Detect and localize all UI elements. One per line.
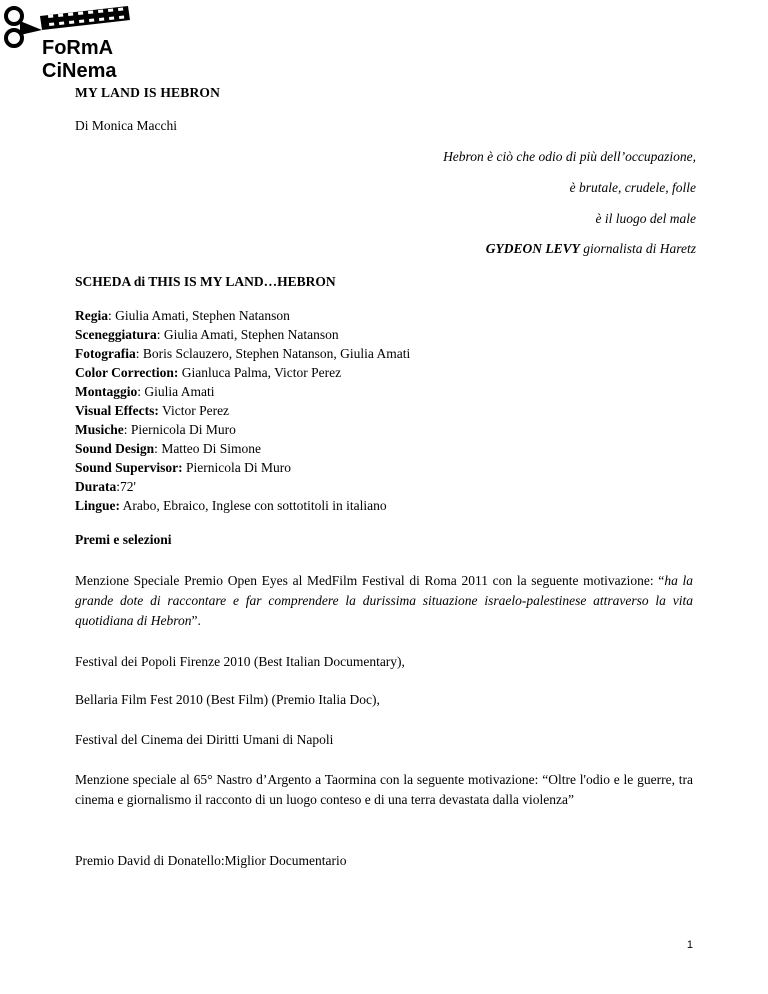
epigraph-line-2: è brutale, crudele, folle <box>569 180 696 195</box>
premi-paragraph-3: Bellaria Film Fest 2010 (Best Film) (Premio Italia Doc), <box>75 692 380 707</box>
attribution-role: giornalista di Haretz <box>579 241 696 256</box>
scheda-heading: SCHEDA di THIS IS MY LAND…HEBRON <box>75 274 336 289</box>
credit-row <box>75 439 410 458</box>
credit-value: Boris Sclauzero, Stephen Natanson, Giulia Amati <box>142 346 411 361</box>
epigraph-line-1: Hebron è ciò che odio di più dell’occupazione, <box>443 149 696 164</box>
author-line: Di Monica Macchi <box>75 118 177 133</box>
credit-row <box>75 496 410 515</box>
credit-sep: : <box>108 308 116 323</box>
credit-label: Durata <box>75 479 117 494</box>
logo-line1: FoRmA <box>42 37 114 59</box>
premi-paragraph-5: Menzione speciale al 65° Nastro d’Argento a Taormina con la seguente motivazione: “Oltre l'odio e le guerre, tra cinema e giornalismo il racconto di un luogo conteso e di una terra devastata dalla violenza” <box>75 772 693 807</box>
credit-row <box>75 363 410 382</box>
credit-row <box>75 458 410 477</box>
epigraph-attribution <box>486 241 696 257</box>
credit-value: Matteo Di Simone <box>161 441 262 456</box>
epigraph-line-3: è il luogo del male <box>595 211 696 226</box>
credit-value: Giulia Amati, Stephen Natanson <box>115 308 290 323</box>
premi-paragraph-6: Premio David di Donatello:Miglior Documentario <box>75 853 347 868</box>
premi-paragraph-2: Festival dei Popoli Firenze 2010 (Best Italian Documentary), <box>75 654 405 669</box>
attribution-name: GYDEON LEVY <box>485 241 580 256</box>
logo-line2: CiNema <box>42 60 117 82</box>
credit-label: Visual Effects: <box>75 403 159 418</box>
premi-paragraph-4: Festival del Cinema dei Diritti Umani di Napoli <box>75 732 334 747</box>
credit-label: Regia <box>75 308 108 323</box>
credit-row <box>75 420 410 439</box>
p1-italic-quote: ha la grande dote di raccontare e far comprendere la durissima situazione israelo-palestinese attraverso la vita quotidiana di Hebron <box>75 573 693 628</box>
page-number: 1 <box>686 939 693 951</box>
credit-value: Piernicola Di Muro <box>130 422 236 437</box>
credit-row <box>75 382 410 401</box>
credit-value: Gianluca Palma, Victor Perez <box>181 365 342 380</box>
premi-paragraph-1 <box>75 571 693 631</box>
credit-sep: : <box>116 479 121 494</box>
credit-label: Color Correction: <box>75 365 179 380</box>
credit-row <box>75 306 410 325</box>
credit-label: Lingue: <box>75 498 121 513</box>
p1-text: Menzione Speciale Premio Open Eyes al MedFilm Festival di Roma 2011 con la seguente motivazione: “ <box>75 573 665 588</box>
credit-sep: : <box>123 422 131 437</box>
credit-label: Montaggio <box>75 384 138 399</box>
forma-cinema-logo <box>2 2 132 82</box>
credit-value: Victor Perez <box>162 403 230 418</box>
credit-sep: : <box>154 441 162 456</box>
credit-value: 72' <box>120 479 136 494</box>
credit-row <box>75 325 410 344</box>
credit-label: Sceneggiatura <box>75 327 157 342</box>
credit-value: Giulia Amati <box>144 384 215 399</box>
credits-list <box>75 306 410 515</box>
credit-value: Giulia Amati, Stephen Natanson <box>163 327 339 342</box>
credit-row <box>75 344 410 363</box>
credit-sep: : <box>156 327 164 342</box>
credit-sep: : <box>135 346 143 361</box>
credit-row <box>75 401 410 420</box>
credit-label: Fotografia <box>75 346 136 361</box>
premi-heading: Premi e selezioni <box>75 532 172 547</box>
p1-end: ”. <box>191 613 201 628</box>
credit-label: Musiche <box>75 422 124 437</box>
credit-value: Piernicola Di Muro <box>186 460 292 475</box>
credit-label: Sound Design <box>75 441 155 456</box>
credit-label: Sound Supervisor: <box>75 460 183 475</box>
credit-row <box>75 477 410 496</box>
credit-value: Arabo, Ebraico, Inglese con sottotitoli in italiano <box>122 498 387 513</box>
credit-sep: : <box>137 384 145 399</box>
document-title: MY LAND IS HEBRON <box>75 85 221 100</box>
